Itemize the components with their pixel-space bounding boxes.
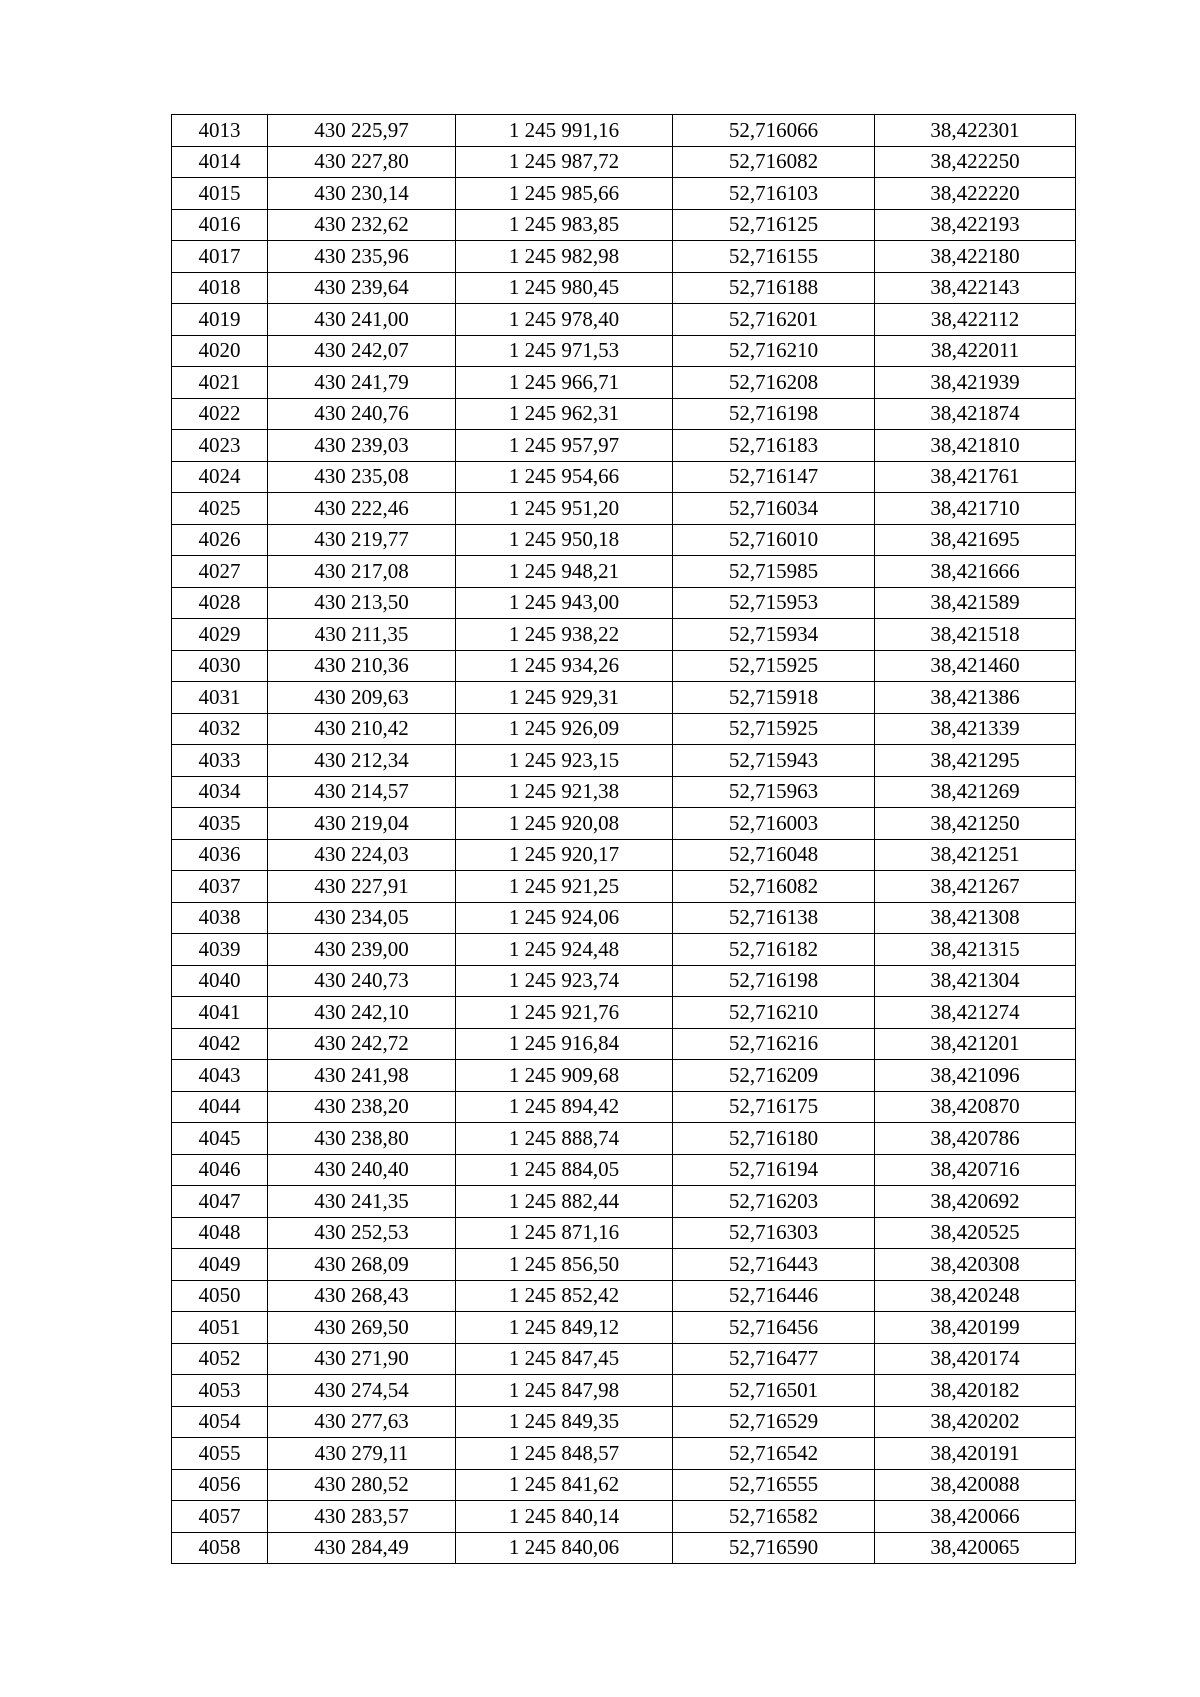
x-coordinate-cell: 430 242,07 (268, 335, 456, 367)
table-row (172, 178, 1076, 210)
y-coordinate-cell: 1 245 840,14 (456, 1501, 673, 1533)
latitude-cell: 52,716210 (673, 997, 875, 1029)
latitude-cell: 52,716175 (673, 1091, 875, 1123)
x-coordinate-cell: 430 284,49 (268, 1532, 456, 1564)
x-coordinate-cell: 430 241,00 (268, 304, 456, 336)
table-row (172, 1249, 1076, 1281)
x-coordinate-cell: 430 210,36 (268, 650, 456, 682)
table-row (172, 997, 1076, 1029)
point-number-cell: 4034 (172, 776, 268, 808)
point-number-cell: 4028 (172, 587, 268, 619)
x-coordinate-cell: 430 230,14 (268, 178, 456, 210)
table-row (172, 146, 1076, 178)
point-number-cell: 4044 (172, 1091, 268, 1123)
x-coordinate-cell: 430 280,52 (268, 1469, 456, 1501)
longitude-cell: 38,421308 (875, 902, 1076, 934)
y-coordinate-cell: 1 245 926,09 (456, 713, 673, 745)
y-coordinate-cell: 1 245 943,00 (456, 587, 673, 619)
latitude-cell: 52,716103 (673, 178, 875, 210)
y-coordinate-cell: 1 245 987,72 (456, 146, 673, 178)
latitude-cell: 52,716201 (673, 304, 875, 336)
x-coordinate-cell: 430 242,72 (268, 1028, 456, 1060)
point-number-cell: 4026 (172, 524, 268, 556)
y-coordinate-cell: 1 245 894,42 (456, 1091, 673, 1123)
x-coordinate-cell: 430 239,00 (268, 934, 456, 966)
x-coordinate-cell: 430 277,63 (268, 1406, 456, 1438)
longitude-cell: 38,421666 (875, 556, 1076, 588)
latitude-cell: 52,716147 (673, 461, 875, 493)
table-row (172, 1028, 1076, 1060)
table-row (172, 1060, 1076, 1092)
longitude-cell: 38,421810 (875, 430, 1076, 462)
x-coordinate-cell: 430 210,42 (268, 713, 456, 745)
x-coordinate-cell: 430 241,35 (268, 1186, 456, 1218)
table-row (172, 1186, 1076, 1218)
table-row (172, 367, 1076, 399)
y-coordinate-cell: 1 245 950,18 (456, 524, 673, 556)
x-coordinate-cell: 430 219,04 (268, 808, 456, 840)
point-number-cell: 4014 (172, 146, 268, 178)
latitude-cell: 52,716456 (673, 1312, 875, 1344)
point-number-cell: 4024 (172, 461, 268, 493)
table-row (172, 1532, 1076, 1564)
latitude-cell: 52,715953 (673, 587, 875, 619)
y-coordinate-cell: 1 245 920,17 (456, 839, 673, 871)
table-row (172, 871, 1076, 903)
latitude-cell: 52,715925 (673, 650, 875, 682)
table-row (172, 587, 1076, 619)
x-coordinate-cell: 430 225,97 (268, 115, 456, 147)
y-coordinate-cell: 1 245 921,38 (456, 776, 673, 808)
x-coordinate-cell: 430 232,62 (268, 209, 456, 241)
table-row (172, 524, 1076, 556)
longitude-cell: 38,420870 (875, 1091, 1076, 1123)
y-coordinate-cell: 1 245 983,85 (456, 209, 673, 241)
longitude-cell: 38,420066 (875, 1501, 1076, 1533)
longitude-cell: 38,421250 (875, 808, 1076, 840)
coordinates-table (171, 114, 1076, 1564)
latitude-cell: 52,716208 (673, 367, 875, 399)
y-coordinate-cell: 1 245 871,16 (456, 1217, 673, 1249)
latitude-cell: 52,716194 (673, 1154, 875, 1186)
longitude-cell: 38,422180 (875, 241, 1076, 273)
table-row (172, 493, 1076, 525)
longitude-cell: 38,420065 (875, 1532, 1076, 1564)
table-row (172, 461, 1076, 493)
point-number-cell: 4052 (172, 1343, 268, 1375)
latitude-cell: 52,716203 (673, 1186, 875, 1218)
point-number-cell: 4049 (172, 1249, 268, 1281)
x-coordinate-cell: 430 240,40 (268, 1154, 456, 1186)
y-coordinate-cell: 1 245 847,45 (456, 1343, 673, 1375)
point-number-cell: 4058 (172, 1532, 268, 1564)
longitude-cell: 38,420525 (875, 1217, 1076, 1249)
latitude-cell: 52,716155 (673, 241, 875, 273)
longitude-cell: 38,421761 (875, 461, 1076, 493)
point-number-cell: 4050 (172, 1280, 268, 1312)
longitude-cell: 38,421386 (875, 682, 1076, 714)
longitude-cell: 38,422143 (875, 272, 1076, 304)
point-number-cell: 4015 (172, 178, 268, 210)
y-coordinate-cell: 1 245 916,84 (456, 1028, 673, 1060)
point-number-cell: 4035 (172, 808, 268, 840)
longitude-cell: 38,422011 (875, 335, 1076, 367)
point-number-cell: 4043 (172, 1060, 268, 1092)
point-number-cell: 4045 (172, 1123, 268, 1155)
point-number-cell: 4027 (172, 556, 268, 588)
table-row (172, 1438, 1076, 1470)
latitude-cell: 52,716582 (673, 1501, 875, 1533)
y-coordinate-cell: 1 245 982,98 (456, 241, 673, 273)
x-coordinate-cell: 430 214,57 (268, 776, 456, 808)
x-coordinate-cell: 430 212,34 (268, 745, 456, 777)
x-coordinate-cell: 430 241,98 (268, 1060, 456, 1092)
x-coordinate-cell: 430 239,64 (268, 272, 456, 304)
x-coordinate-cell: 430 271,90 (268, 1343, 456, 1375)
y-coordinate-cell: 1 245 924,48 (456, 934, 673, 966)
y-coordinate-cell: 1 245 978,40 (456, 304, 673, 336)
point-number-cell: 4053 (172, 1375, 268, 1407)
latitude-cell: 52,716501 (673, 1375, 875, 1407)
point-number-cell: 4057 (172, 1501, 268, 1533)
table-row (172, 682, 1076, 714)
x-coordinate-cell: 430 217,08 (268, 556, 456, 588)
x-coordinate-cell: 430 238,20 (268, 1091, 456, 1123)
latitude-cell: 52,716216 (673, 1028, 875, 1060)
y-coordinate-cell: 1 245 841,62 (456, 1469, 673, 1501)
table-row (172, 430, 1076, 462)
point-number-cell: 4020 (172, 335, 268, 367)
y-coordinate-cell: 1 245 971,53 (456, 335, 673, 367)
x-coordinate-cell: 430 209,63 (268, 682, 456, 714)
table-row (172, 1091, 1076, 1123)
y-coordinate-cell: 1 245 849,12 (456, 1312, 673, 1344)
table-row (172, 1469, 1076, 1501)
point-number-cell: 4046 (172, 1154, 268, 1186)
table-row (172, 241, 1076, 273)
longitude-cell: 38,422112 (875, 304, 1076, 336)
longitude-cell: 38,421939 (875, 367, 1076, 399)
longitude-cell: 38,420199 (875, 1312, 1076, 1344)
longitude-cell: 38,422301 (875, 115, 1076, 147)
point-number-cell: 4032 (172, 713, 268, 745)
latitude-cell: 52,716529 (673, 1406, 875, 1438)
x-coordinate-cell: 430 227,91 (268, 871, 456, 903)
point-number-cell: 4017 (172, 241, 268, 273)
point-number-cell: 4016 (172, 209, 268, 241)
y-coordinate-cell: 1 245 856,50 (456, 1249, 673, 1281)
table-row (172, 1123, 1076, 1155)
point-number-cell: 4030 (172, 650, 268, 682)
point-number-cell: 4054 (172, 1406, 268, 1438)
latitude-cell: 52,715943 (673, 745, 875, 777)
point-number-cell: 4037 (172, 871, 268, 903)
table-row (172, 304, 1076, 336)
y-coordinate-cell: 1 245 929,31 (456, 682, 673, 714)
y-coordinate-cell: 1 245 980,45 (456, 272, 673, 304)
x-coordinate-cell: 430 222,46 (268, 493, 456, 525)
latitude-cell: 52,716125 (673, 209, 875, 241)
point-number-cell: 4036 (172, 839, 268, 871)
table-row (172, 713, 1076, 745)
latitude-cell: 52,716446 (673, 1280, 875, 1312)
point-number-cell: 4021 (172, 367, 268, 399)
coordinates-table-body (172, 115, 1076, 1564)
latitude-cell: 52,716066 (673, 115, 875, 147)
y-coordinate-cell: 1 245 948,21 (456, 556, 673, 588)
point-number-cell: 4022 (172, 398, 268, 430)
y-coordinate-cell: 1 245 962,31 (456, 398, 673, 430)
y-coordinate-cell: 1 245 966,71 (456, 367, 673, 399)
longitude-cell: 38,421874 (875, 398, 1076, 430)
latitude-cell: 52,715963 (673, 776, 875, 808)
y-coordinate-cell: 1 245 909,68 (456, 1060, 673, 1092)
point-number-cell: 4013 (172, 115, 268, 147)
point-number-cell: 4018 (172, 272, 268, 304)
table-row (172, 1343, 1076, 1375)
longitude-cell: 38,420191 (875, 1438, 1076, 1470)
table-row (172, 902, 1076, 934)
table-row (172, 1312, 1076, 1344)
point-number-cell: 4047 (172, 1186, 268, 1218)
y-coordinate-cell: 1 245 882,44 (456, 1186, 673, 1218)
x-coordinate-cell: 430 283,57 (268, 1501, 456, 1533)
table-row (172, 272, 1076, 304)
longitude-cell: 38,421304 (875, 965, 1076, 997)
latitude-cell: 52,716180 (673, 1123, 875, 1155)
latitude-cell: 52,716048 (673, 839, 875, 871)
y-coordinate-cell: 1 245 847,98 (456, 1375, 673, 1407)
table-row (172, 1406, 1076, 1438)
latitude-cell: 52,716198 (673, 965, 875, 997)
longitude-cell: 38,421274 (875, 997, 1076, 1029)
x-coordinate-cell: 430 235,96 (268, 241, 456, 273)
point-number-cell: 4042 (172, 1028, 268, 1060)
x-coordinate-cell: 430 235,08 (268, 461, 456, 493)
x-coordinate-cell: 430 213,50 (268, 587, 456, 619)
table-row (172, 650, 1076, 682)
point-number-cell: 4055 (172, 1438, 268, 1470)
y-coordinate-cell: 1 245 852,42 (456, 1280, 673, 1312)
point-number-cell: 4056 (172, 1469, 268, 1501)
latitude-cell: 52,716590 (673, 1532, 875, 1564)
table-row (172, 1154, 1076, 1186)
x-coordinate-cell: 430 268,09 (268, 1249, 456, 1281)
table-row (172, 1280, 1076, 1312)
longitude-cell: 38,421201 (875, 1028, 1076, 1060)
longitude-cell: 38,420174 (875, 1343, 1076, 1375)
point-number-cell: 4041 (172, 997, 268, 1029)
y-coordinate-cell: 1 245 934,26 (456, 650, 673, 682)
x-coordinate-cell: 430 279,11 (268, 1438, 456, 1470)
y-coordinate-cell: 1 245 849,35 (456, 1406, 673, 1438)
longitude-cell: 38,420202 (875, 1406, 1076, 1438)
x-coordinate-cell: 430 239,03 (268, 430, 456, 462)
longitude-cell: 38,421695 (875, 524, 1076, 556)
latitude-cell: 52,716303 (673, 1217, 875, 1249)
y-coordinate-cell: 1 245 923,15 (456, 745, 673, 777)
latitude-cell: 52,716182 (673, 934, 875, 966)
y-coordinate-cell: 1 245 991,16 (456, 115, 673, 147)
table-row (172, 808, 1076, 840)
x-coordinate-cell: 430 211,35 (268, 619, 456, 651)
latitude-cell: 52,716183 (673, 430, 875, 462)
x-coordinate-cell: 430 219,77 (268, 524, 456, 556)
table-row (172, 776, 1076, 808)
latitude-cell: 52,716003 (673, 808, 875, 840)
point-number-cell: 4048 (172, 1217, 268, 1249)
y-coordinate-cell: 1 245 954,66 (456, 461, 673, 493)
x-coordinate-cell: 430 242,10 (268, 997, 456, 1029)
point-number-cell: 4038 (172, 902, 268, 934)
y-coordinate-cell: 1 245 921,76 (456, 997, 673, 1029)
table-row (172, 209, 1076, 241)
x-coordinate-cell: 430 240,76 (268, 398, 456, 430)
latitude-cell: 52,716198 (673, 398, 875, 430)
x-coordinate-cell: 430 268,43 (268, 1280, 456, 1312)
y-coordinate-cell: 1 245 951,20 (456, 493, 673, 525)
latitude-cell: 52,716188 (673, 272, 875, 304)
x-coordinate-cell: 430 241,79 (268, 367, 456, 399)
point-number-cell: 4039 (172, 934, 268, 966)
longitude-cell: 38,421339 (875, 713, 1076, 745)
latitude-cell: 52,715925 (673, 713, 875, 745)
table-row (172, 556, 1076, 588)
longitude-cell: 38,420088 (875, 1469, 1076, 1501)
longitude-cell: 38,421315 (875, 934, 1076, 966)
point-number-cell: 4023 (172, 430, 268, 462)
x-coordinate-cell: 430 234,05 (268, 902, 456, 934)
latitude-cell: 52,716443 (673, 1249, 875, 1281)
latitude-cell: 52,716209 (673, 1060, 875, 1092)
y-coordinate-cell: 1 245 923,74 (456, 965, 673, 997)
table-row (172, 1501, 1076, 1533)
table-row (172, 934, 1076, 966)
longitude-cell: 38,421295 (875, 745, 1076, 777)
x-coordinate-cell: 430 274,54 (268, 1375, 456, 1407)
latitude-cell: 52,716477 (673, 1343, 875, 1375)
table-row (172, 398, 1076, 430)
table-row (172, 115, 1076, 147)
longitude-cell: 38,420716 (875, 1154, 1076, 1186)
y-coordinate-cell: 1 245 938,22 (456, 619, 673, 651)
latitude-cell: 52,716034 (673, 493, 875, 525)
point-number-cell: 4033 (172, 745, 268, 777)
longitude-cell: 38,420182 (875, 1375, 1076, 1407)
longitude-cell: 38,421710 (875, 493, 1076, 525)
y-coordinate-cell: 1 245 888,74 (456, 1123, 673, 1155)
point-number-cell: 4029 (172, 619, 268, 651)
table-row (172, 335, 1076, 367)
x-coordinate-cell: 430 252,53 (268, 1217, 456, 1249)
table-row (172, 1217, 1076, 1249)
longitude-cell: 38,421269 (875, 776, 1076, 808)
longitude-cell: 38,421589 (875, 587, 1076, 619)
x-coordinate-cell: 430 269,50 (268, 1312, 456, 1344)
longitude-cell: 38,422250 (875, 146, 1076, 178)
point-number-cell: 4051 (172, 1312, 268, 1344)
longitude-cell: 38,421518 (875, 619, 1076, 651)
longitude-cell: 38,422193 (875, 209, 1076, 241)
point-number-cell: 4025 (172, 493, 268, 525)
latitude-cell: 52,715934 (673, 619, 875, 651)
longitude-cell: 38,421460 (875, 650, 1076, 682)
x-coordinate-cell: 430 227,80 (268, 146, 456, 178)
table-row (172, 1375, 1076, 1407)
longitude-cell: 38,422220 (875, 178, 1076, 210)
latitude-cell: 52,716210 (673, 335, 875, 367)
y-coordinate-cell: 1 245 957,97 (456, 430, 673, 462)
latitude-cell: 52,715918 (673, 682, 875, 714)
y-coordinate-cell: 1 245 840,06 (456, 1532, 673, 1564)
table-row (172, 965, 1076, 997)
latitude-cell: 52,716138 (673, 902, 875, 934)
latitude-cell: 52,715985 (673, 556, 875, 588)
longitude-cell: 38,421267 (875, 871, 1076, 903)
latitude-cell: 52,716082 (673, 146, 875, 178)
point-number-cell: 4031 (172, 682, 268, 714)
x-coordinate-cell: 430 240,73 (268, 965, 456, 997)
latitude-cell: 52,716010 (673, 524, 875, 556)
y-coordinate-cell: 1 245 920,08 (456, 808, 673, 840)
table-row (172, 745, 1076, 777)
x-coordinate-cell: 430 238,80 (268, 1123, 456, 1155)
point-number-cell: 4019 (172, 304, 268, 336)
latitude-cell: 52,716082 (673, 871, 875, 903)
x-coordinate-cell: 430 224,03 (268, 839, 456, 871)
table-row (172, 839, 1076, 871)
latitude-cell: 52,716555 (673, 1469, 875, 1501)
longitude-cell: 38,421096 (875, 1060, 1076, 1092)
y-coordinate-cell: 1 245 921,25 (456, 871, 673, 903)
table-row (172, 619, 1076, 651)
longitude-cell: 38,421251 (875, 839, 1076, 871)
y-coordinate-cell: 1 245 924,06 (456, 902, 673, 934)
latitude-cell: 52,716542 (673, 1438, 875, 1470)
y-coordinate-cell: 1 245 884,05 (456, 1154, 673, 1186)
y-coordinate-cell: 1 245 848,57 (456, 1438, 673, 1470)
longitude-cell: 38,420692 (875, 1186, 1076, 1218)
y-coordinate-cell: 1 245 985,66 (456, 178, 673, 210)
longitude-cell: 38,420308 (875, 1249, 1076, 1281)
point-number-cell: 4040 (172, 965, 268, 997)
longitude-cell: 38,420786 (875, 1123, 1076, 1155)
longitude-cell: 38,420248 (875, 1280, 1076, 1312)
